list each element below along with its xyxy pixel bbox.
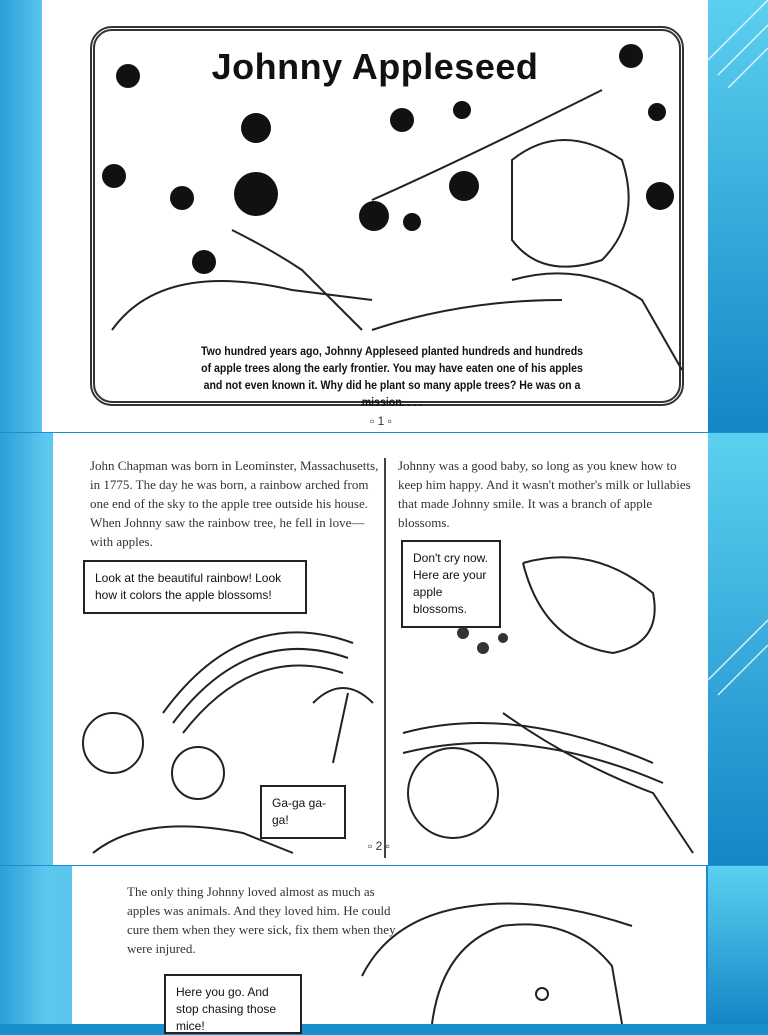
page-1 (42, 0, 708, 432)
slide-2 (0, 433, 768, 865)
baby-story-text: Johnny was a good baby, so long as you knew how to keep him happy. And it wasn't mother's milk or lullabies that made Johnny smile. It was a branch of apple blossoms. (398, 458, 691, 530)
page-3 (72, 866, 706, 1033)
slide-decoration (708, 0, 768, 1024)
birth-and-baby-illustration (53, 433, 708, 865)
johnny-appleseed-illustration (42, 0, 708, 432)
birth-story-text: John Chapman was born in Leominster, Massachusetts, in 1775. The day he was born, a rainbow arched from one end of the sky to the apple tree outside his house. When Johnny saw the rainbow tree, he fell in love—with apples. (90, 458, 379, 549)
animals-story-text: The only thing Johnny loved almost as much as apples was animals. And they loved him. He could cure them when they were sick, fix them when they were injured. (127, 884, 396, 956)
page-number: ▫ 2 ▫ (368, 839, 390, 853)
speech-bubble-mother: Don't cry now. Here are your apple blossoms. (401, 540, 501, 628)
slide-1 (0, 0, 768, 432)
slide-3 (0, 866, 768, 1033)
page-2 (53, 433, 708, 865)
intro-text: Two hundred years ago, Johnny Appleseed planted hundreds and hundreds of apple trees along the early frontier. You may have eaten one of his apples and not even known it. Why did he plant so many apple trees? He was on a mission. . . . (200, 346, 584, 409)
page-title: Johnny Appleseed (211, 46, 539, 87)
speech-bubble-johnny: Here you go. And stop chasing those mice! (164, 974, 302, 1034)
speech-bubble-baby: Ga-ga ga-ga! (260, 785, 346, 839)
speech-bubble-rainbow: Look at the beautiful rainbow! Look how it colors the apple blossoms! (83, 560, 307, 614)
page-number: ▫ 1 ▫ (370, 414, 392, 428)
